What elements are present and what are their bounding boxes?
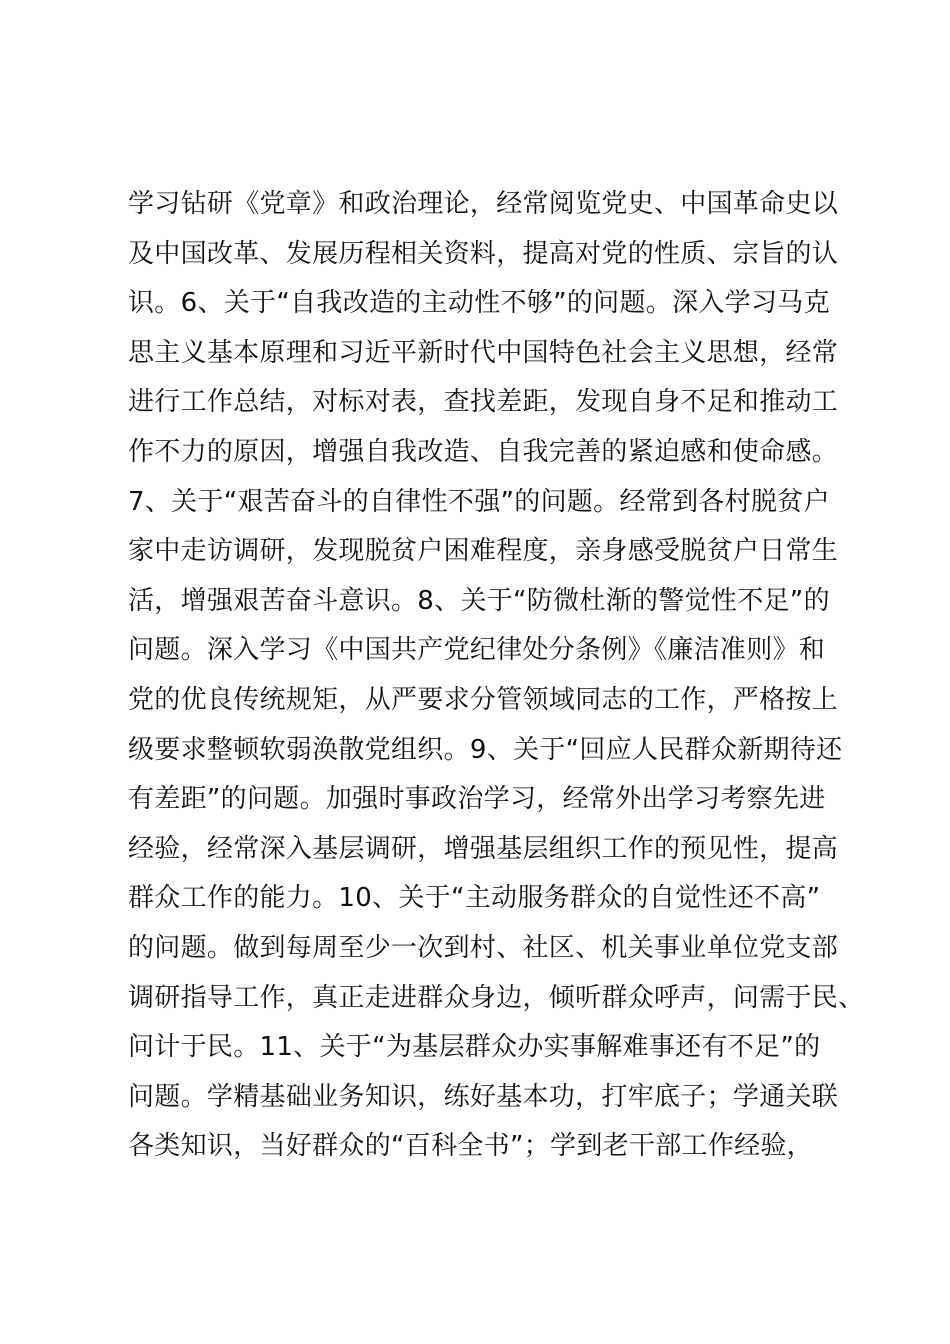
- text-line: 有差距”的问题。加强时事政治学习，经常外出学习考察先进: [128, 784, 826, 815]
- text-line: 进行工作总结，对标对表，查找差距，发现自身不足和推动工: [128, 387, 839, 418]
- text-line: 思主义基本原理和习近平新时代中国特色社会主义思想，经常: [128, 337, 839, 368]
- text-line: 识。6、关于“自我改造的主动性不够”的问题。深入学习马克: [128, 288, 830, 319]
- text-line: 活，增强艰苦奋斗意识。8、关于“防微杜渐的警觉性不足”的: [128, 585, 830, 616]
- text-line: 家中走访调研，发现脱贫户困难程度，亲身感受脱贫户日常生: [128, 536, 839, 567]
- text-line: 党的优良传统规矩，从严要求分管领域同志的工作，严格按上: [128, 684, 839, 715]
- body-text: [128, 180, 865, 1172]
- text-line: 问题。学精基础业务知识，练好基本功，打牢底子；学通关联: [128, 1081, 839, 1112]
- text-line: 作不力的原因，增强自我改造、自我完善的紧迫感和使命感。: [128, 436, 839, 467]
- text-line: 级要求整顿软弱涣散党组织。9、关于“回应人民群众新期待还: [128, 734, 843, 765]
- text-line: 7、关于“艰苦奋斗的自律性不强”的问题。经常到各村脱贫户: [128, 486, 830, 517]
- text-line: 各类知识，当好群众的“百科全书”；学到老干部工作经验，: [128, 1131, 814, 1162]
- text-line: 学习钻研《党章》和政治理论，经常阅览党史、中国革命史以: [128, 189, 839, 219]
- text-line: 调研指导工作，真正走进群众身边，倾听群众呼声，问需于民、: [128, 982, 865, 1013]
- text-line: 群众工作的能力。10、关于“主动服务群众的自觉性还不高”: [128, 883, 821, 914]
- text-line: 的问题。做到每周至少一次到村、社区、机关事业单位党支部: [128, 932, 839, 963]
- text-line: 问题。深入学习《中国共产党纪律处分条例》《廉洁准则》和: [128, 635, 826, 666]
- text-line: 经验，经常深入基层调研，增强基层组织工作的预见性，提高: [128, 833, 839, 864]
- text-line: 及中国改革、发展历程相关资料，提高对党的性质、宗旨的认: [128, 238, 839, 269]
- text-line: 问计于民。11、关于“为基层群众办实事解难事还有不足”的: [128, 1032, 821, 1063]
